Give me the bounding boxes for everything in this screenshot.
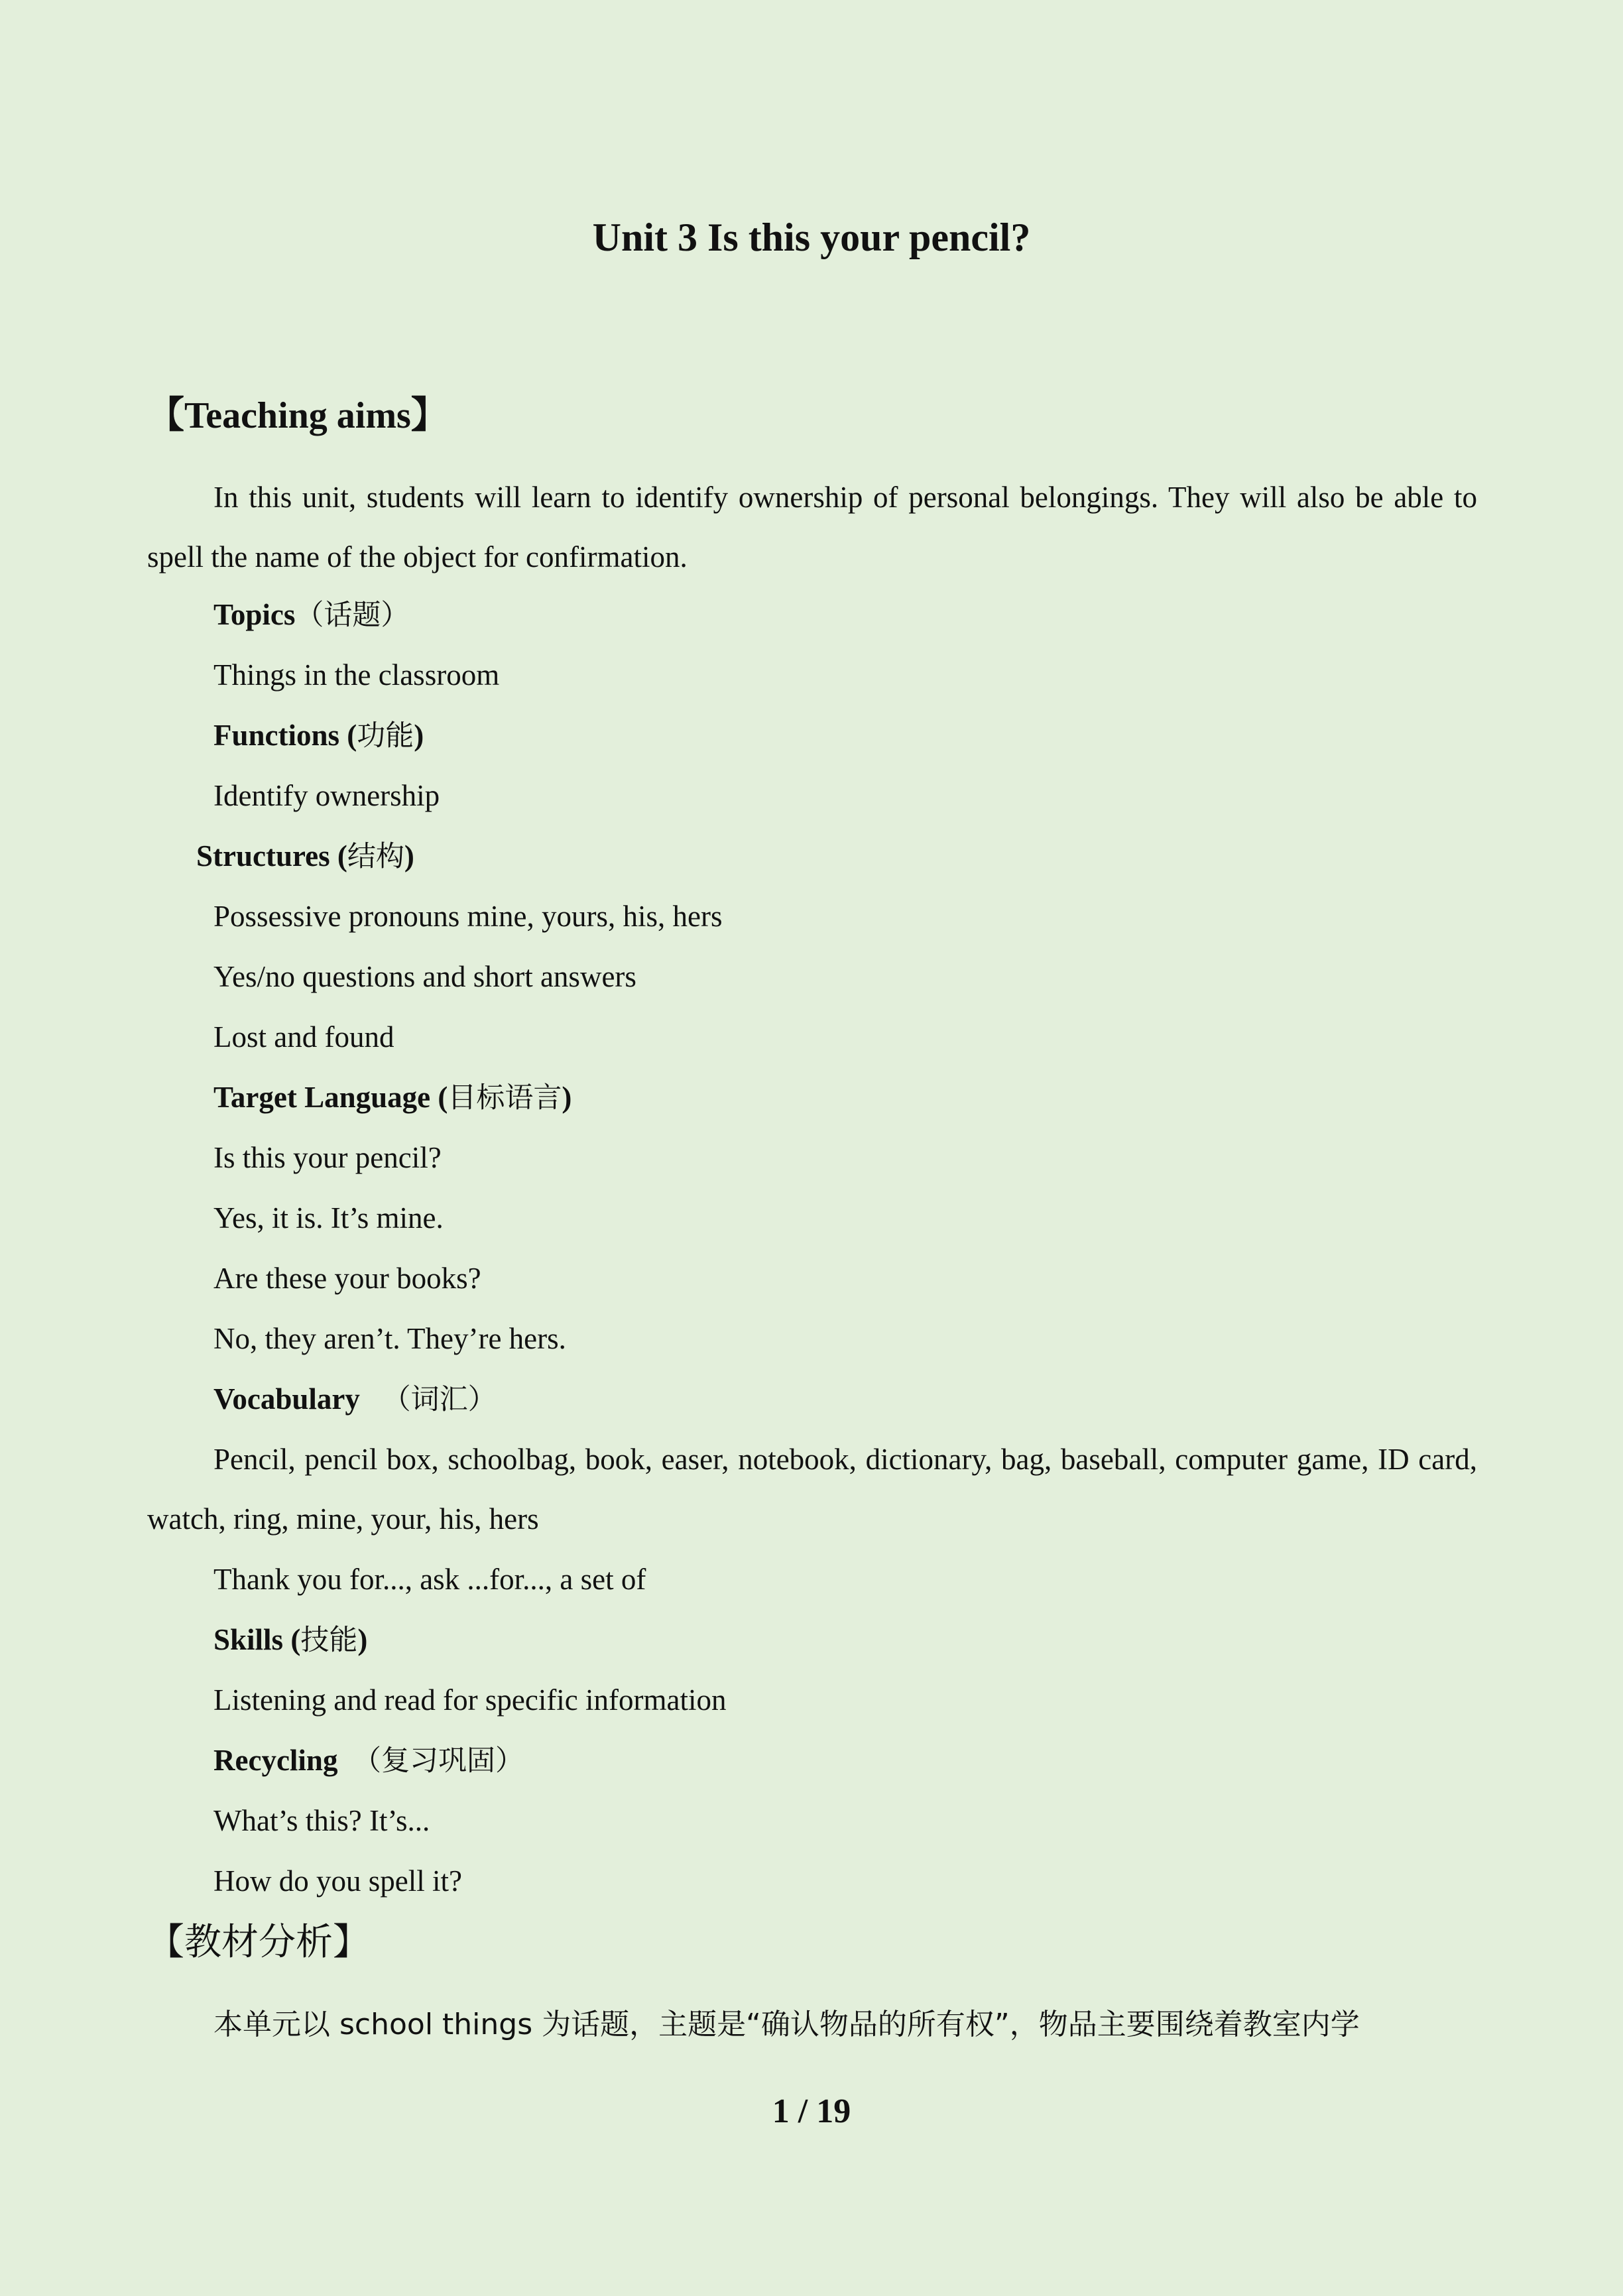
structures-label-line: Structures (结构) (196, 839, 414, 873)
topics-item: Things in the classroom (213, 658, 500, 692)
target-language-item: Are these your books? (213, 1262, 481, 1295)
vocabulary-paragraph: Pencil, pencil box, schoolbag, book, easer, notebook, dictionary, bag, baseball, computer game, ID card, watch, ring, mine, your, his, hers (147, 1443, 1477, 1536)
functions-cn: 功能 (357, 719, 414, 753)
skills-label-line: Skills (技能) (213, 1623, 368, 1657)
recycling-item: What’s this? It’s... (213, 1804, 430, 1837)
page-title: Unit 3 Is this your pencil? (592, 215, 1031, 259)
topics-label-line (213, 595, 409, 635)
topics-label: Topics (213, 598, 296, 631)
target-language-cn: 目标语言 (448, 1081, 562, 1115)
analysis-paragraph: 本单元以 school things 为话题，主题是“确认物品的所有权”，物品主要围绕着教室内学 (213, 2008, 1360, 2041)
recycling-label: Recycling (213, 1744, 338, 1777)
skills-label: Skills (213, 1623, 284, 1656)
recycling-cn: （复习巩固） (352, 1744, 524, 1778)
functions-item: Identify ownership (213, 779, 440, 812)
skills-item: Listening and read for specific information (213, 1683, 727, 1717)
functions-label: Functions (213, 719, 340, 752)
structures-cn: 结构 (347, 840, 404, 873)
vocabulary-cn: （词汇） (382, 1383, 497, 1416)
structures-item: Yes/no questions and short answers (213, 960, 636, 993)
skills-cn: 技能 (300, 1624, 358, 1657)
vocabulary-label: Vocabulary (213, 1382, 360, 1416)
analysis-heading: 【教材分析】 (147, 1921, 370, 1964)
structures-item: Possessive pronouns mine, yours, his, hers (213, 900, 723, 933)
topics-cn: （话题） (295, 599, 410, 632)
functions-label-line: Functions (功能) (213, 719, 424, 753)
target-language-item: No, they aren’t. They’re hers. (213, 1322, 566, 1355)
recycling-label-line (213, 1740, 524, 1781)
target-language-item: Is this your pencil? (213, 1141, 442, 1174)
vocabulary-phrases: Thank you for..., ask ...for..., a set of (213, 1563, 646, 1596)
structures-item: Lost and found (213, 1020, 394, 1054)
target-language-label-line: Target Language (目标语言) (213, 1081, 572, 1115)
target-language-label: Target Language (213, 1081, 431, 1114)
teaching-aims-heading: 【Teaching aims】 (147, 395, 448, 436)
vocabulary-label-line (213, 1379, 497, 1420)
structures-label: Structures (196, 839, 330, 873)
recycling-item: How do you spell it? (213, 1864, 462, 1898)
intro-paragraph: In this unit, students will learn to identify ownership of personal belongings. They will also be able to spell the name of the object for confirmation. (147, 481, 1477, 574)
target-language-item: Yes, it is. It’s mine. (213, 1201, 444, 1235)
page-indicator: 1 / 19 (772, 2092, 851, 2130)
